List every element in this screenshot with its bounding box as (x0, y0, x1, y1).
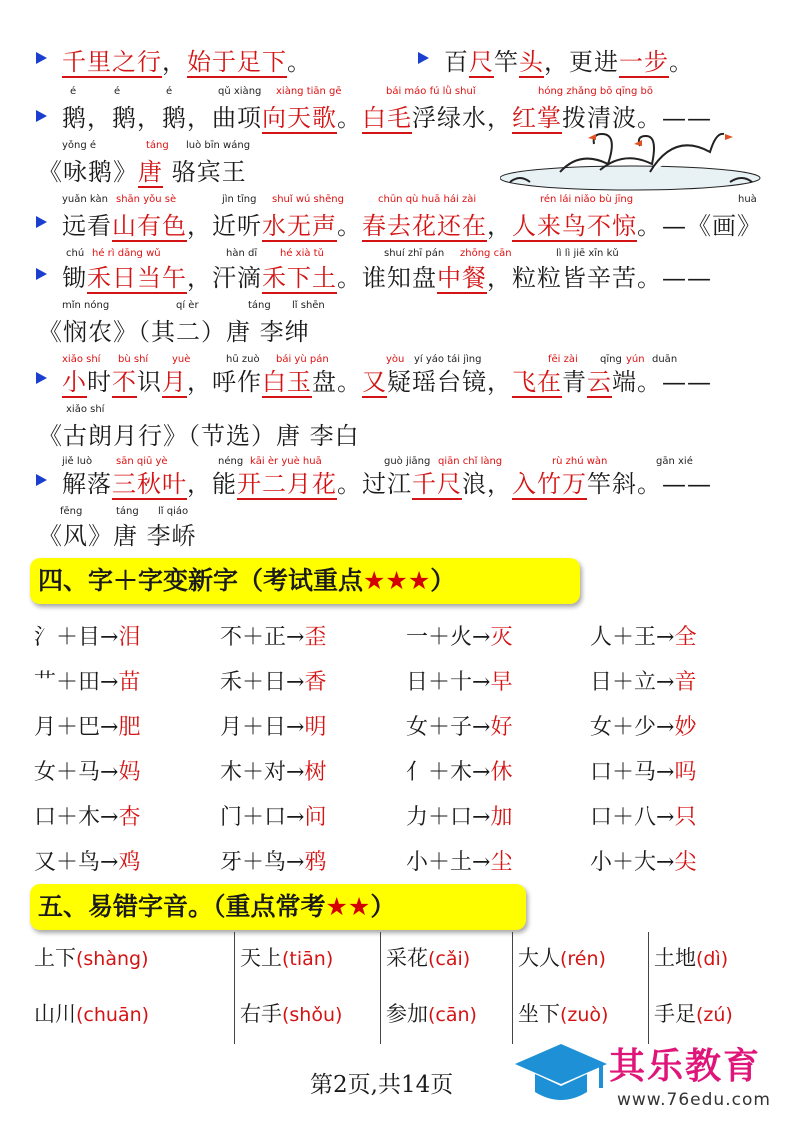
pronunciation-item (654, 998, 733, 1028)
combination-item (590, 845, 696, 876)
pinyin: hàn dī (226, 248, 258, 259)
combination-item (220, 620, 326, 651)
pinyin: zhōng cān (460, 248, 512, 259)
combination-parts: 牙＋鸟→ (220, 850, 305, 875)
word: 大人 (518, 946, 560, 970)
logo-url: www.76edu.com (617, 1090, 771, 1110)
pinyin: jiě luò (62, 456, 93, 467)
pinyin: yuè (172, 354, 191, 365)
combination-parts: 月＋巴→ (34, 715, 119, 740)
word: 土地 (654, 946, 696, 970)
star-icon: ★★★ (363, 566, 431, 595)
bullet-icon (36, 474, 47, 486)
pinyin: (cǎi) (428, 948, 471, 970)
page-number: 第2页,共14页 (310, 1072, 454, 1098)
table-divider (234, 932, 235, 1044)
bullet-icon (36, 268, 47, 280)
poem-line-3: 远看山有色，近听水无声。春去花还在，人来鸟不惊。—《画》 (62, 212, 762, 240)
combination-item (406, 845, 512, 876)
pronunciation-item (386, 998, 477, 1028)
pinyin: (chuān) (76, 1004, 150, 1026)
combination-item (34, 845, 140, 876)
pinyin: (dì) (696, 948, 729, 970)
pronunciation-item (518, 998, 608, 1028)
section-5-heading: 五、易错字音。（重点常考★★） (30, 884, 526, 930)
bullet-icon (36, 216, 47, 228)
combination-result: 尖 (674, 850, 697, 875)
graduation-cap-icon (513, 1040, 609, 1110)
pronunciation-item (34, 998, 149, 1028)
word: 采花 (386, 946, 428, 970)
pinyin: chūn qù huā hái zài (378, 194, 477, 205)
combination-item (590, 710, 696, 741)
combination-result: 香 (304, 670, 327, 695)
combination-result: 问 (304, 805, 327, 830)
pinyin: fēng (60, 506, 83, 517)
combination-parts: 月＋日→ (220, 715, 305, 740)
combination-item (406, 665, 512, 696)
poem-line-2: 鹅，鹅，鹅，曲项向天歌。白毛浮绿水，红掌拨清波。—— (62, 104, 712, 132)
combination-result: 妈 (118, 760, 141, 785)
combination-result: 加 (490, 805, 513, 830)
pinyin: é (70, 86, 77, 97)
table-divider (512, 932, 513, 1044)
combination-result: 只 (674, 805, 697, 830)
pinyin: néng (218, 456, 244, 467)
combination-result: 歪 (304, 625, 327, 650)
bullet-icon (36, 372, 47, 384)
combination-result: 明 (304, 715, 327, 740)
pronunciation-item (518, 942, 606, 972)
bullet-icon (36, 110, 47, 122)
pinyin: guò jiāng (384, 456, 431, 467)
poem-source-4: 《悯农》（其二）唐 李绅 (38, 318, 310, 346)
pinyin: qīng (600, 354, 622, 365)
poem-line-5: 小时不识月，呼作白玉盘。又疑瑶台镜，飞在青云端。—— (62, 368, 712, 396)
pinyin: kāi èr yuè huā (250, 456, 322, 467)
combination-parts: 人＋王→ (590, 625, 675, 650)
pinyin: shān yǒu sè (116, 194, 177, 205)
combination-item (220, 755, 326, 786)
combination-item (590, 800, 696, 831)
combination-result: 休 (490, 760, 513, 785)
pinyin: táng (248, 300, 271, 311)
combination-item (590, 620, 696, 651)
combination-parts: 不＋正→ (220, 625, 305, 650)
combination-result: 肥 (118, 715, 141, 740)
pinyin: shuí zhī pán (384, 248, 445, 259)
word: 山川 (34, 1002, 76, 1026)
logo-title: 其乐教育 (609, 1046, 762, 1087)
combination-item (220, 845, 326, 876)
combination-parts: 亻＋木→ (406, 760, 491, 785)
pinyin: qiān chǐ làng (438, 456, 503, 467)
combination-parts: 禾＋日→ (220, 670, 305, 695)
combination-parts: 小＋大→ (590, 850, 675, 875)
pinyin: lǐ shēn (292, 300, 325, 311)
pronunciation-item (240, 998, 342, 1028)
pinyin: xiǎo shí (62, 354, 101, 365)
combination-item (34, 620, 140, 651)
poem-source-6: 《风》唐 李峤 (38, 522, 197, 550)
pronunciation-item (240, 942, 333, 972)
pinyin: bái máo fú lǜ shuǐ (386, 86, 476, 97)
geese-illustration (500, 122, 770, 192)
combination-parts: 氵＋目→ (34, 625, 119, 650)
combination-result: 尘 (490, 850, 513, 875)
combination-parts: 又＋鸟→ (34, 850, 119, 875)
combination-parts: 口＋木→ (34, 805, 119, 830)
pinyin: é (114, 86, 121, 97)
table-divider (380, 932, 381, 1044)
pinyin: mǐn nóng (62, 300, 110, 311)
combination-result: 灭 (490, 625, 513, 650)
combination-result: 好 (490, 715, 513, 740)
combination-item (34, 710, 140, 741)
pinyin: hé rì dāng wǔ (92, 248, 161, 259)
combination-parts: 口＋马→ (590, 760, 675, 785)
combination-result: 早 (490, 670, 513, 695)
combination-item (406, 710, 512, 741)
combination-parts: 女＋少→ (590, 715, 675, 740)
combination-result: 鸦 (304, 850, 327, 875)
pinyin: hé xià tǔ (280, 248, 324, 259)
pinyin: qǔ xiàng (218, 86, 262, 97)
combination-parts: 门＋口→ (220, 805, 305, 830)
combination-parts: 艹＋田→ (34, 670, 119, 695)
combination-parts: 女＋子→ (406, 715, 491, 740)
combination-item (34, 755, 140, 786)
pinyin: qí èr (176, 300, 199, 311)
poem-line-4: 锄禾日当午，汗滴禾下土。谁知盘中餐，粒粒皆辛苦。—— (62, 264, 712, 292)
pronunciation-item (654, 942, 728, 972)
poem-line-6: 解落三秋叶，能开二月花。过江千尺浪，入竹万竿斜。—— (62, 470, 712, 498)
combination-parts: 日＋立→ (590, 670, 675, 695)
word: 上下 (34, 946, 76, 970)
word: 天上 (240, 946, 282, 970)
word: 手足 (654, 1002, 696, 1026)
pinyin: yǒng é (62, 140, 97, 151)
combination-item (590, 755, 696, 786)
pinyin: fēi zài (548, 354, 578, 365)
pinyin: táng (116, 506, 139, 517)
pinyin: (zuò) (560, 1004, 609, 1026)
combination-result: 树 (304, 760, 327, 785)
combination-result: 泪 (118, 625, 141, 650)
combination-result: 全 (674, 625, 697, 650)
poem-line-1a: 千里之行，始于足下。 (62, 48, 312, 76)
word: 坐下 (518, 1002, 560, 1026)
poem-source-5: 《古朗月行》（节选）唐 李白 (38, 422, 360, 450)
pinyin: shuǐ wú shēng (272, 194, 344, 205)
combination-parts: 木＋对→ (220, 760, 305, 785)
bullet-icon (418, 52, 429, 64)
pronunciation-table (30, 932, 760, 1044)
pinyin: rù zhú wàn (552, 456, 608, 467)
pinyin: xiǎo shí (66, 404, 105, 415)
pinyin: é (166, 86, 173, 97)
word: 参加 (386, 1002, 428, 1026)
pinyin: sān qiū yè (116, 456, 168, 467)
pinyin: yún (626, 354, 645, 365)
pinyin: hóng zhǎng bō qīng bō (538, 86, 653, 97)
pinyin: xiàng tiān gē (276, 86, 342, 97)
pinyin: duān (652, 354, 678, 365)
combination-parts: 女＋马→ (34, 760, 119, 785)
poem-source-2: 《咏鹅》唐 骆宾王 (38, 158, 247, 186)
pinyin: yí yáo tái jìng (414, 354, 482, 365)
combination-item (34, 800, 140, 831)
pronunciation-item (34, 942, 149, 972)
pinyin: gān xié (656, 456, 693, 467)
pinyin: yòu (386, 354, 405, 365)
pinyin: rén lái niǎo bù jīng (540, 194, 634, 205)
pinyin: (shǒu) (282, 1004, 343, 1026)
pinyin: hū zuò (226, 354, 260, 365)
combination-item (34, 665, 140, 696)
bullet-icon (36, 52, 47, 64)
pinyin: (shàng) (76, 948, 149, 970)
pinyin: huà (738, 194, 757, 205)
combination-item (406, 755, 512, 786)
combination-item (220, 665, 326, 696)
combination-item (220, 710, 326, 741)
pinyin: bù shí (118, 354, 149, 365)
combination-parts: 小＋土→ (406, 850, 491, 875)
pinyin: lì lì jiē xīn kǔ (556, 248, 619, 259)
combination-item (406, 620, 512, 651)
combination-item (220, 800, 326, 831)
word: 右手 (240, 1002, 282, 1026)
pinyin: chú (66, 248, 85, 259)
pinyin: (tiān) (282, 948, 334, 970)
combination-parts: 一＋火→ (406, 625, 491, 650)
pronunciation-item (386, 942, 470, 972)
combination-item (406, 800, 512, 831)
pinyin: (zú) (696, 1004, 733, 1026)
combination-result: 音 (674, 670, 697, 695)
combination-result: 鸡 (118, 850, 141, 875)
combination-result: 吗 (674, 760, 697, 785)
pinyin: táng (146, 140, 169, 151)
combination-parts: 力＋口→ (406, 805, 491, 830)
edu-logo (513, 1030, 783, 1116)
combination-parts: 日＋十→ (406, 670, 491, 695)
table-divider (648, 932, 649, 1044)
combination-result: 苗 (118, 670, 141, 695)
combination-result: 妙 (674, 715, 697, 740)
pinyin: bái yù pán (276, 354, 329, 365)
pinyin: lǐ qiáo (158, 506, 189, 517)
pinyin: yuǎn kàn (62, 194, 108, 205)
section-4-heading: 四、字＋字变新字（考试重点★★★） (30, 558, 580, 604)
combination-item (590, 665, 696, 696)
combination-result: 杏 (118, 805, 141, 830)
pinyin: luò bīn wáng (186, 140, 251, 151)
star-icon: ★★ (325, 892, 371, 921)
poem-line-1b: 百尺竿头，更进一步。 (444, 48, 694, 76)
pinyin: (rén) (560, 948, 606, 970)
pinyin: (cān) (428, 1004, 477, 1026)
pinyin: jìn tīng (222, 194, 257, 205)
combination-parts: 口＋八→ (590, 805, 675, 830)
